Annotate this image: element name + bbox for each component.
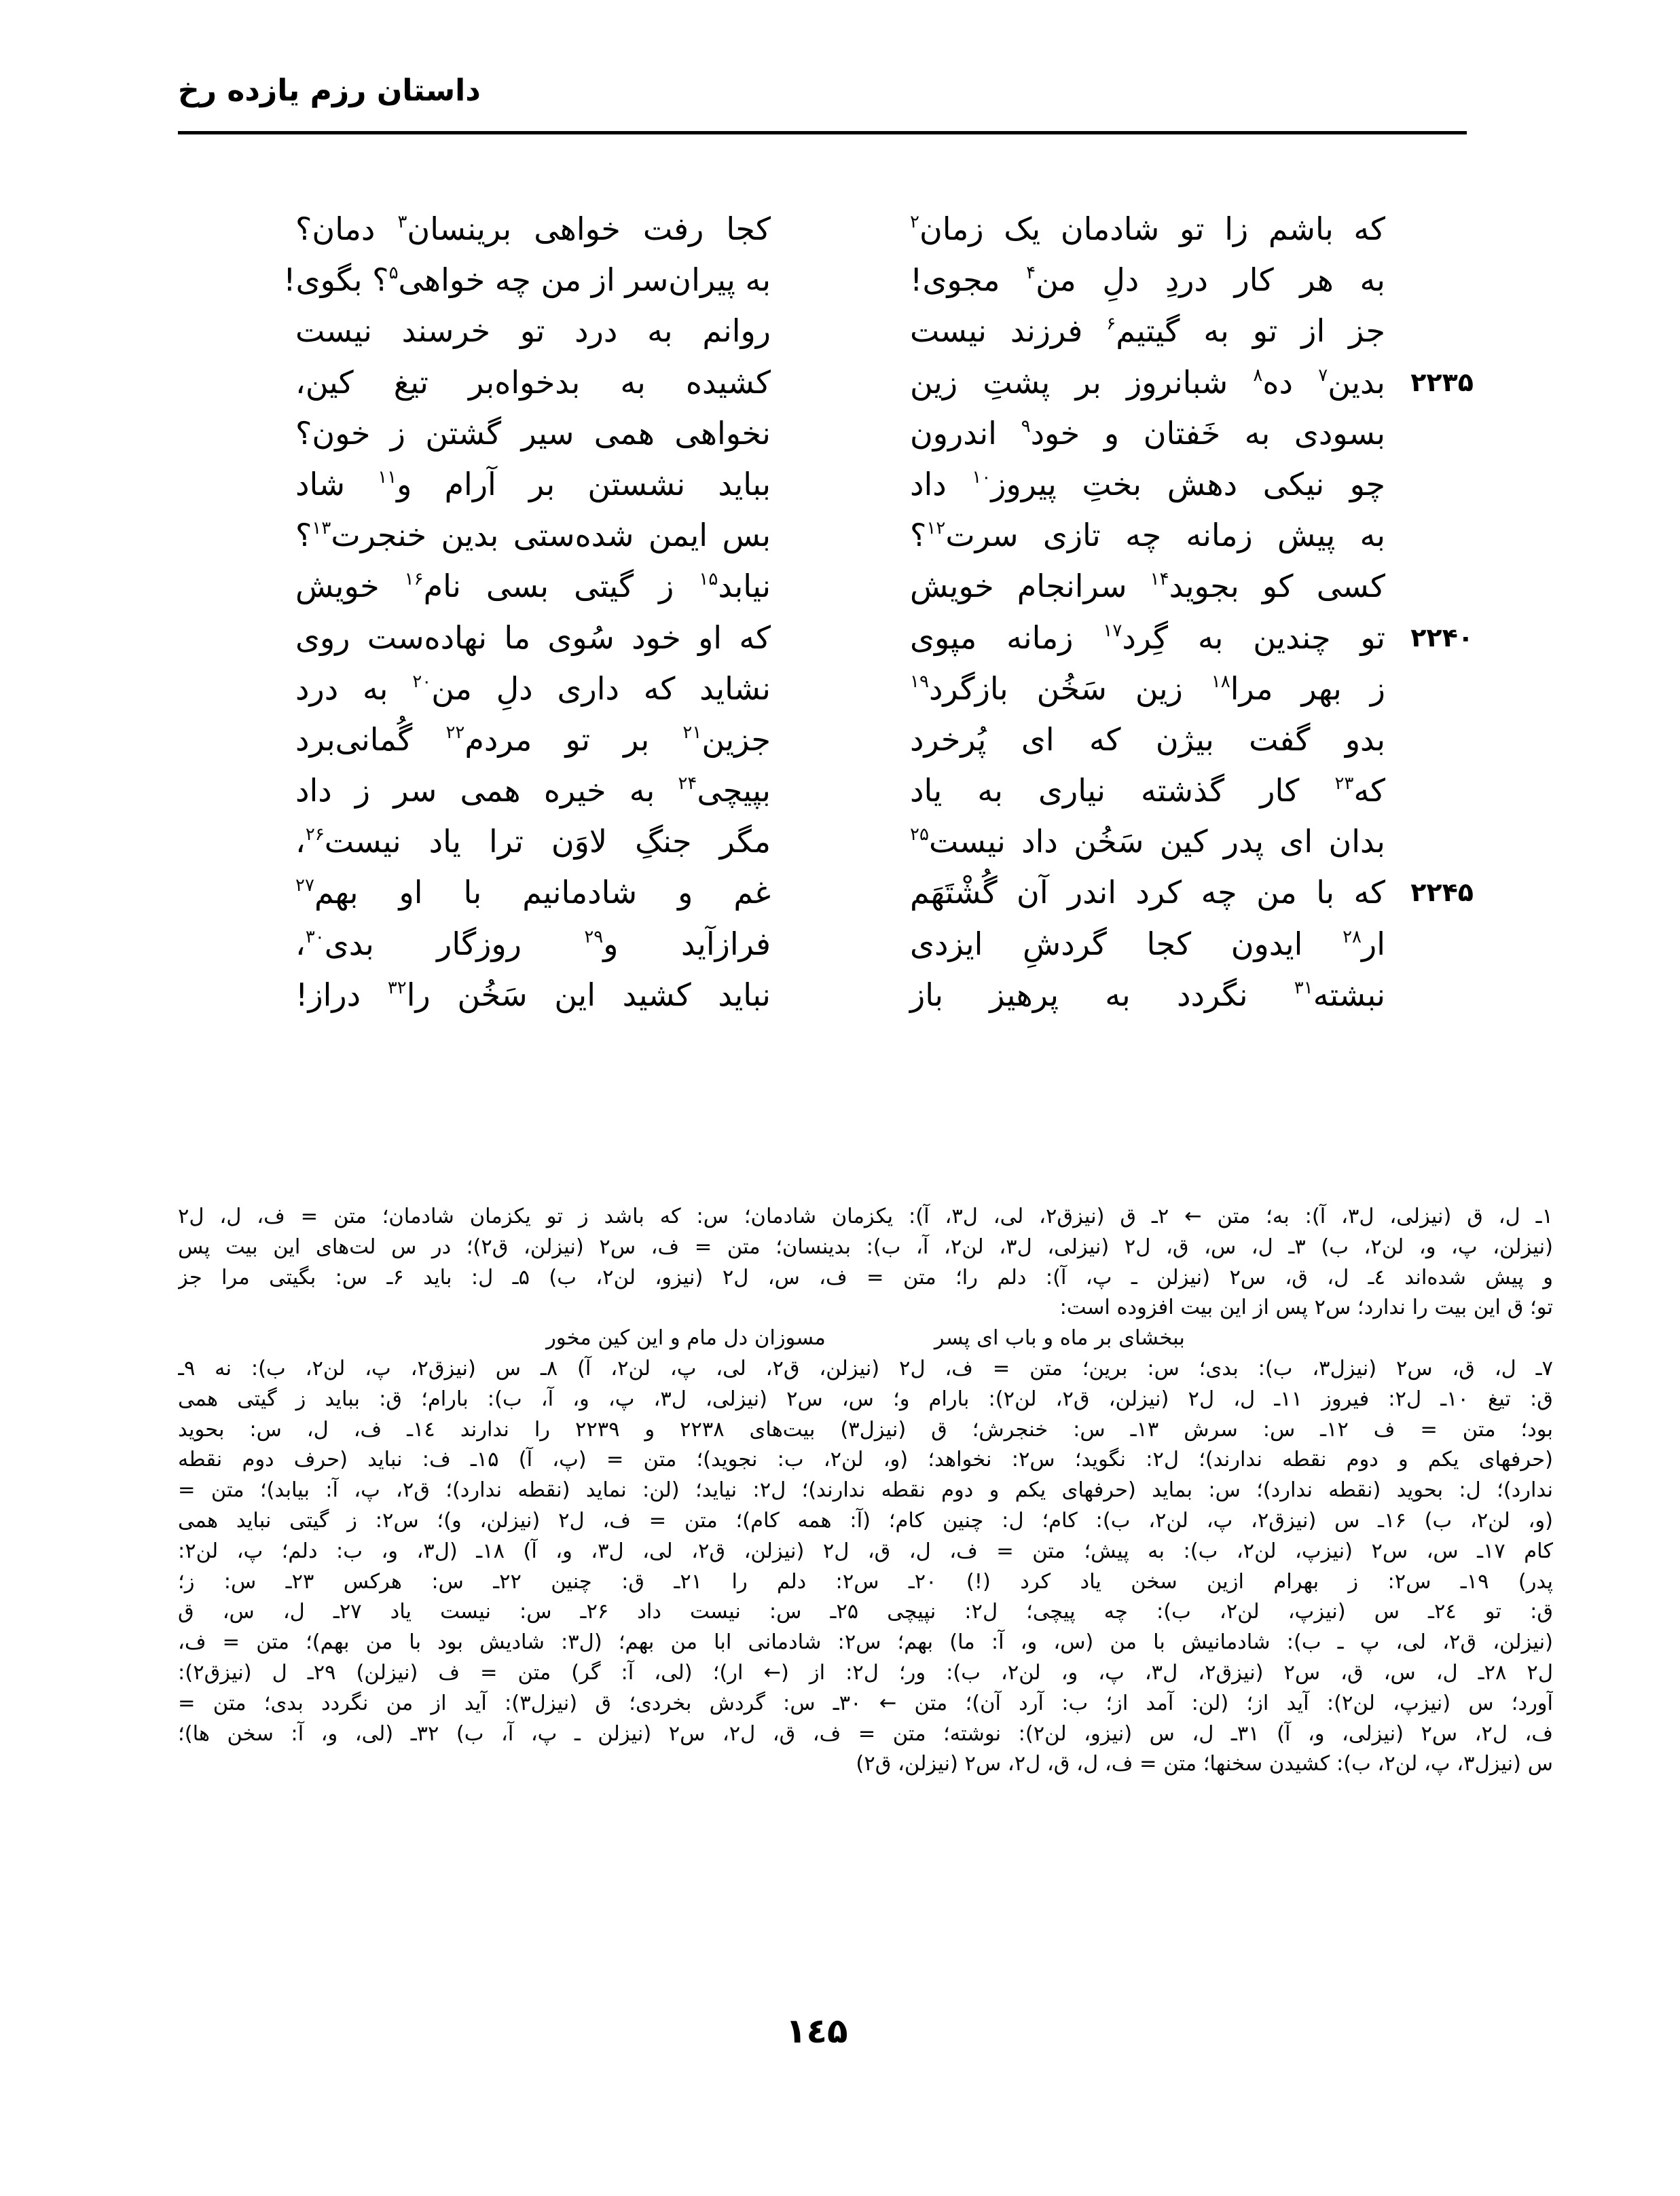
second-hemistich: به پیران‌سر از من چه خواهی$^۵$؟ بگوی!: [283, 261, 771, 299]
first-hemistich: که$^{۲۳}$ کار گذشته نیاری به یاد: [910, 772, 1385, 809]
second-hemistich: که او خود سُوی ما نهاده‌ست روی: [295, 619, 771, 656]
footnote-line: ۷ـ ل، ق، س۲ (نیزل۳، ب): بدی؛ س: برین؛ متن = ف، ل۲ (نیزلن، ق۲، لی، پ، لن۲، آ) ۸ـ س (نیزق۲، پ، لن۲، ب): نه ۹ـ: [178, 1356, 1553, 1380]
second-hemistich: مگر جنگِ لاوَن ترا یاد نیست$^{۲۶}$،: [295, 823, 771, 860]
footnote-marker: ۲۹: [584, 926, 604, 947]
footnote-marker: ۳: [397, 212, 407, 232]
second-hemistich: نباید کشید این سَخُن را$^{۳۲}$ دراز!: [295, 976, 771, 1013]
footnote-marker: ۴: [1026, 263, 1036, 284]
first-hemistich: تو چندین به گِرد$^{۱۷}$ زمانه مپوی: [910, 619, 1385, 656]
footnote-marker: ۶: [1106, 314, 1116, 335]
first-hemistich: بدان ای پدر کین سَخُن داد نیست$^{۲۵}$: [910, 823, 1385, 860]
footnote-marker: ۳۰: [305, 926, 325, 947]
footnote-marker: ۱۵: [699, 569, 718, 590]
couplet: [295, 561, 1474, 612]
footnotes: [178, 1202, 1553, 1780]
first-hemistich: جز از تو به گیتیم$^۶$ فرزند نیست: [910, 312, 1385, 350]
second-hemistich: نشاید که داری دلِ من$^{۲۰}$ به درد: [295, 670, 771, 707]
couplet: [283, 255, 1474, 306]
verse-number: ۲۲۴۰: [1410, 622, 1474, 653]
footnote-line: ۱ـ ل، ق (نیزلی، ل۳، آ): به؛ متن ← ۲ـ ق (نیزق۲، لی، ل۳، آ): یکزمان شادمان؛ س: که باشد ز تو یکزمان شادمان؛ متن = ف، ل، ل۲: [178, 1205, 1553, 1228]
footnote-marker: ۲۶: [305, 824, 325, 845]
couplet: [295, 510, 1474, 561]
footnote-marker: ۱۰: [972, 466, 991, 488]
couplet: [295, 408, 1474, 459]
running-head-title: داستان رزم یازده رخ: [178, 73, 481, 108]
first-hemistich: کسی کو بجوید$^{۱۴}$ سرانجام خویش: [910, 568, 1385, 605]
couplet: [295, 204, 1474, 255]
first-hemistich: به هر کار دردِ دلِ من$^۴$ مجوی!: [910, 261, 1385, 299]
couplet: [295, 919, 1474, 970]
first-hemistich: چو نیکی دهش بختِ پیروز$^{۱۰}$ داد: [910, 465, 1385, 502]
second-hemistich: نخواهی همی سیر گشتن ز خون؟: [295, 414, 771, 452]
second-hemistich: جزین$^{۲۱}$ بر تو مردم$^{۲۲}$ گُمانی‌برد: [295, 720, 771, 758]
couplet: [295, 357, 1474, 408]
verse-number: ۲۲۳۵: [1410, 367, 1474, 397]
footnote-marker: ۲۷: [295, 875, 314, 896]
footnote-line: ق: تو ۲٤ـ س (نیزپ، لن۲، ب): چه پیچی؛ ل۲: نپیچی ۲۵ـ س: نیست داد ۲۶ـ س: نیست یاد ۲۷ـ ل، س، ق: [178, 1600, 1553, 1624]
first-hemistich: بسودی به خَفتان و خود$^۹$ اندرون: [910, 414, 1386, 452]
footnote-marker: ۹: [1021, 416, 1031, 437]
footnote-marker: ۱۳: [312, 518, 331, 539]
couplet: [295, 612, 1474, 663]
footnote-line: پدر) ۱۹ـ س۲: ز بهرام ازین سخن یاد کرد (!) ۲۰ـ س۲: دلم را ۲۱ـ ق: چنین ۲۲ـ س: هرکس ۲۳ـ س: ز؛: [178, 1569, 1553, 1594]
second-hemistich: بپیچی$^{۲۴}$ به خیره همی سر ز داد: [295, 772, 771, 809]
footnote-marker: ۱۴: [1150, 569, 1169, 590]
footnote-marker: ۲۲: [445, 722, 465, 743]
couplet: [295, 867, 1474, 918]
couplet: [295, 970, 1474, 1021]
couplet: [295, 306, 1474, 356]
footnote-marker: ۲۵: [910, 824, 929, 845]
footnote-marker: ۱۶: [404, 569, 424, 590]
footnote-marker: ۵: [388, 263, 399, 284]
footnote-line: ندارد)؛ ل: بحوید (نقطه ندارد)؛ س: بماید (حرفهای یکم و دوم نقطه ندارند)؛ ل۲: نیاید؛ (لن: نماید (نقطه ندارد)؛ ق۲، پ، آ: بیابد)؛ متن =: [178, 1478, 1553, 1503]
footnote-marker: ۳۱: [1294, 977, 1313, 998]
footnote-line: (حرفهای یکم و دوم نقطه ندارند)؛ ل۲: نگوید؛ س۲: نخواهد؛ (و، لن۲، ب: نجوید)؛ متن = (پ، آ) ۱۵ـ ف: نباید (حرف دوم نقطه: [178, 1448, 1553, 1472]
footnote-marker: ۷: [1318, 365, 1328, 386]
second-hemistich: غم و شادمانیم با او بهم$^{۲۷}$: [295, 874, 771, 911]
footnote-line: ف، ل۲، س۲ (نیزلی، و، آ) ۳۱ـ ل، س (نیزو، لن۲): نوشته؛ متن = ف، ق، ل۲، س۲ (نیزلن ـ پ، آ، ب) ۳۲ـ (لی، و، آ: سخن ها)؛: [178, 1721, 1553, 1746]
footnote-marker: ۲: [910, 212, 919, 232]
second-hemistich: روانم به درد تو خرسند نیست: [295, 312, 771, 350]
footnote-line: (نیزلن، ق۲، لی، پ ـ ب): شادمانیش با من (س، و، آ: ما) بهم؛ س۲: شادمانی ابا من بهم؛ (ل۳: شادیش بود با من بهم)؛ متن = ف،: [178, 1630, 1553, 1655]
first-hemistich: ز بهر مرا$^{۱۸}$ زین سَخُن بازگرد$^{۱۹}$: [910, 670, 1385, 707]
couplet: [295, 765, 1474, 816]
footnote-marker: ۳۲: [387, 977, 407, 998]
footnote-marker: ۱۷: [1103, 620, 1122, 641]
second-hemistich: کشیده به بدخواه‌بر تیغ کین،: [295, 363, 771, 401]
footnote-line: و پیش شده‌اند ٤ـ ل، ق، س۲ (نیزلن ـ پ، آ): دلم را؛ متن = ف، س، ل۲ (نیزو، لن۲، ب) ۵ـ ل: باید ۶ـ س: بگیتی مرا جز: [178, 1265, 1553, 1289]
second-hemistich: کجا رفت خواهی برینسان$^۳$ دمان؟: [295, 211, 771, 247]
couplet: [295, 816, 1474, 867]
footnote-marker: ۲۰: [412, 671, 432, 692]
footnote-marker: ۱۲: [926, 518, 946, 539]
footnote-marker: ۲۴: [678, 773, 697, 794]
first-hemistich: که با من چه کرد اندر آن گُشْتَهَم: [910, 874, 1385, 911]
second-hemistich: بس ایمن شده‌ستی بدین خنجرت$^{۱۳}$؟: [295, 517, 771, 554]
footnote-line: کام ۱۷ـ س، س۲ (نیزپ، لن۲، ب): به پیش؛ متن = ف، ل، ق، ل۲ (نیزلن، ق۲، لی، ل۳، و، آ) ۱۸ـ (ل۳، و، ب: دلم؛ پ، لن۲:: [178, 1539, 1553, 1563]
footnote-line: س (نیزل۳، پ، لن۲، ب): کشیدن سخنها؛ متن = ف، ل، ق، ل۲، س۲ (نیزلن، ق۲): [856, 1752, 1553, 1776]
couplet: [295, 714, 1474, 765]
first-hemistich: ار$^{۲۸}$ ایدون کجا گردشِ ایزدی: [910, 925, 1385, 962]
footnote-line: آورد؛ س (نیزپ، لن۲): آید از؛ (لن: آمد از؛ ب: آرد آن)؛ متن ← ۳۰ـ س: گردش بخردی؛ ق (نیزل۳): آید از من نگردد بدی؛ متن =: [178, 1691, 1553, 1715]
added-verse-right: ببخشای بر ماه و باب ای پسر: [934, 1326, 1185, 1351]
second-hemistich: نیابد$^{۱۵}$ ز گیتی بسی نام$^{۱۶}$ خویش: [295, 568, 771, 605]
header-rule: [178, 131, 1467, 134]
footnote-marker: ۲۸: [1343, 926, 1362, 947]
footnote-marker: ۱۹: [910, 671, 929, 692]
first-hemistich: به پیش زمانه چه تازی سرت$^{۱۲}$؟: [910, 517, 1385, 554]
footnote-marker: ۲۳: [1334, 773, 1354, 794]
page-number: ۱٤۵: [786, 2011, 848, 2051]
first-hemistich: بدین$^۷$ ده$^۸$ شبانروز بر پشتِ زین: [910, 363, 1385, 401]
footnote-marker: ۱۱: [378, 466, 397, 488]
first-hemistich: بدو گفت بیژن که ای پُرخرد: [910, 720, 1385, 758]
footnote-line: بود؛ متن = ف ۱۲ـ س: سرش ۱۳ـ س: خنجرش؛ ق (نیزل۳) بیت‌های ۲۲۳۸ و ۲۲۳۹ را ندارند ١٤ـ ف، ل، س: بحوید: [178, 1417, 1553, 1442]
footnote-marker: ۸: [1253, 365, 1263, 386]
footnote-line: (و، لن۲، ب) ۱۶ـ س (نیزق۲، پ، لن۲، ب): کام؛ ل: چنین کام؛ (آ: همه کام)؛ متن = ف، ل۲ (نیزلن، و)؛ س۲: ز گیتی نباید همی: [178, 1508, 1553, 1533]
first-hemistich: که باشم زا تو شادمان یک زمان$^۲$: [910, 211, 1385, 247]
footnote-line: (نیزلن، پ، و، لن۲، ب) ۳ـ ل، س، ق، ل۲ (نیزلی، ل۳، لن۲، آ، ب): بدینسان؛ متن = ف، س۲ (نیزلن، ق۲)؛ در س لت‌های این بیت پس: [178, 1234, 1553, 1259]
footnote-line: تو؛ ق این بیت را ندارد؛ س۲ پس از این بیت افزوده است:: [1059, 1296, 1553, 1320]
footnote-marker: ۲۱: [682, 722, 702, 743]
couplet: [295, 663, 1474, 714]
added-verse: [178, 1323, 1553, 1354]
first-hemistich: نبشته$^{۳۱}$ نگردد به پرهیز باز: [910, 976, 1385, 1013]
footnote-line: ل۲ ۲۸ـ ل، س، ق، س۲ (نیزق۲، ل۳، پ، و، لن۲، ب): ور؛ ل۲: از (← ار)؛ (لی، آ: گر) متن = ف (نیزلن) ۲۹ـ ل (نیزق۲):: [178, 1660, 1553, 1685]
added-verse-left: مسوزان دل مام و این کین مخور: [546, 1326, 826, 1351]
verse-number: ۲۲۴۵: [1410, 877, 1474, 908]
second-hemistich: فرازآید و$^{۲۹}$ روزگار بدی$^{۳۰}$،: [295, 925, 771, 962]
couplet: [295, 459, 1474, 510]
second-hemistich: بباید نشستن بر آرام و$^{۱۱}$ شاد: [295, 465, 771, 502]
verse-block: [283, 204, 1474, 1021]
footnote-line: ق: تیغ ۱۰ـ ل۲: فیروز ۱۱ـ ل، ل۲ (نیزلن، ق۲، لن۲): بارام و؛ س، س۲ (نیزلی، ل۳، پ، و، آ، ب): بارام؛ ق: بباید ز گیتی همی: [178, 1387, 1553, 1411]
footnote-marker: ۱۸: [1211, 671, 1230, 692]
